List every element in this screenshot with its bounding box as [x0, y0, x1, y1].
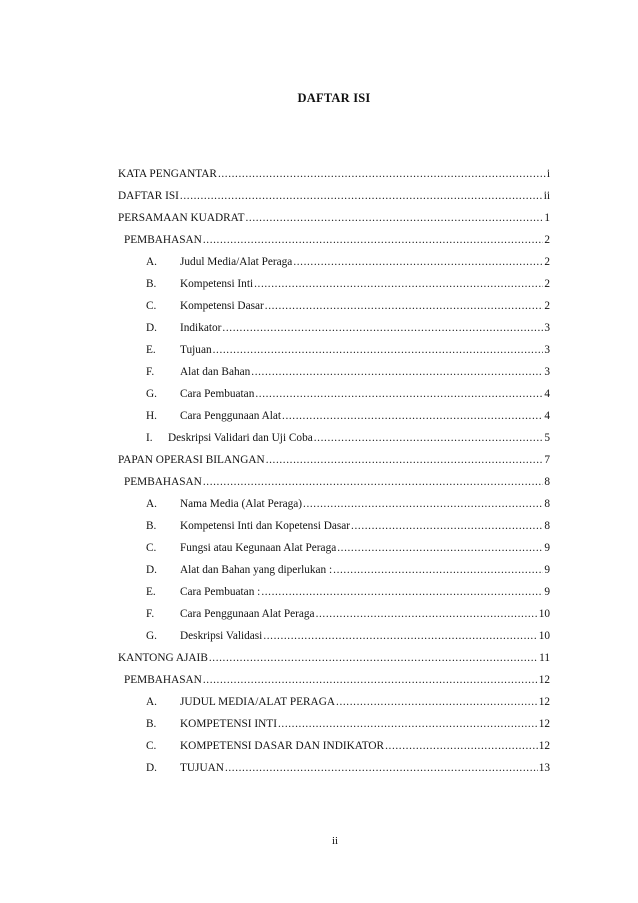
toc-entry-number: G.: [146, 630, 157, 642]
toc-entry-label: Judul Media/Alat Peraga: [180, 256, 293, 268]
toc-entry[interactable]: [118, 357, 550, 379]
toc-entry[interactable]: [118, 269, 550, 291]
toc-entry-label: Kompetensi Inti: [180, 278, 254, 290]
toc-entry-number: F.: [146, 608, 155, 620]
toc-entry[interactable]: [118, 247, 550, 269]
toc-entry-number: F.: [146, 366, 155, 378]
toc-entry[interactable]: [118, 445, 550, 467]
dot-leader: [266, 453, 544, 467]
toc-entry-label: PEMBAHASAN: [124, 674, 202, 686]
page-number: ii: [331, 835, 339, 847]
toc-entry[interactable]: [118, 225, 550, 247]
toc-entry-label: KATA PENGANTAR: [118, 168, 217, 180]
toc-entry-label: KANTONG AJAIB: [118, 652, 208, 664]
dot-leader: [303, 497, 543, 511]
table-of-contents: [118, 159, 550, 775]
dot-leader: [385, 739, 538, 753]
toc-entry-page: i: [546, 168, 550, 180]
toc-entry-label: Kompetensi Inti dan Kopetensi Dasar: [180, 520, 351, 532]
toc-entry-page: 8: [544, 498, 550, 510]
toc-entry-label: Tujuan: [180, 344, 212, 356]
toc-entry-page: 12: [538, 718, 550, 730]
toc-entry-label: Deskripsi Validasi: [180, 630, 263, 642]
dot-leader: [225, 761, 538, 775]
toc-entry-label: PEMBAHASAN: [124, 234, 202, 246]
dot-leader: [278, 717, 538, 731]
toc-entry[interactable]: [118, 423, 550, 445]
toc-entry-page: 12: [538, 674, 550, 686]
toc-entry-label: Indikator: [180, 322, 222, 334]
toc-entry-number: D.: [146, 564, 157, 576]
dot-leader: [180, 189, 543, 203]
dot-leader: [203, 673, 538, 687]
toc-entry-page: 8: [544, 520, 550, 532]
toc-entry-page: 11: [539, 652, 550, 664]
dot-leader: [245, 211, 543, 225]
page-title: DAFTAR ISI: [297, 91, 371, 105]
toc-entry-number: A.: [146, 256, 157, 268]
toc-entry[interactable]: [118, 489, 550, 511]
toc-entry-label: PEMBAHASAN: [124, 476, 202, 488]
toc-entry-label: Fungsi atau Kegunaan Alat Peraga: [180, 542, 337, 554]
toc-entry-page: 2: [544, 300, 550, 312]
toc-entry-number: C.: [146, 300, 157, 312]
toc-entry-page: 3: [544, 344, 550, 356]
dot-leader: [251, 365, 543, 379]
toc-entry-label: Cara Penggunaan Alat: [180, 410, 282, 422]
dot-leader: [293, 255, 543, 269]
toc-entry-page: 13: [538, 762, 550, 774]
toc-entry[interactable]: [118, 313, 550, 335]
toc-entry-page: 2: [544, 278, 550, 290]
dot-leader: [255, 387, 543, 401]
toc-entry[interactable]: [118, 467, 550, 489]
toc-entry[interactable]: [118, 511, 550, 533]
toc-entry-page: ii: [543, 190, 550, 202]
toc-entry-label: JUDUL MEDIA/ALAT PERAGA: [180, 696, 336, 708]
dot-leader: [282, 409, 543, 423]
toc-entry-number: B.: [146, 278, 157, 290]
toc-entry-label: Nama Media (Alat Peraga): [180, 498, 303, 510]
toc-entry-label: Alat dan Bahan yang diperlukan :: [180, 564, 333, 576]
toc-entry-page: 4: [544, 410, 550, 422]
toc-entry-label: KOMPETENSI DASAR DAN INDIKATOR: [180, 740, 385, 752]
toc-entry-page: 1: [544, 212, 550, 224]
toc-entry-number: H.: [146, 410, 157, 422]
toc-entry-number: C.: [146, 542, 157, 554]
toc-entry-number: G.: [146, 388, 157, 400]
toc-entry[interactable]: [118, 533, 550, 555]
toc-entry-page: 9: [544, 564, 550, 576]
toc-entry[interactable]: [118, 577, 550, 599]
dot-leader: [213, 343, 544, 357]
toc-entry[interactable]: [118, 753, 550, 775]
dot-leader: [263, 629, 537, 643]
toc-entry[interactable]: [118, 335, 550, 357]
dot-leader: [254, 277, 543, 291]
toc-entry-label: KOMPETENSI INTI: [180, 718, 277, 730]
toc-entry-number: D.: [146, 762, 157, 774]
dot-leader: [314, 431, 544, 445]
toc-entry[interactable]: [118, 401, 550, 423]
toc-entry-number: E.: [146, 344, 156, 356]
toc-entry[interactable]: [118, 731, 550, 753]
toc-entry-page: 12: [538, 740, 550, 752]
toc-entry-label: Kompetensi Dasar: [180, 300, 264, 312]
toc-entry-label: DAFTAR ISI: [118, 190, 179, 202]
toc-entry-page: 9: [544, 542, 550, 554]
toc-entry-page: 3: [544, 366, 550, 378]
toc-entry[interactable]: [118, 643, 550, 665]
toc-entry-page: 2: [544, 256, 550, 268]
dot-leader: [222, 321, 543, 335]
toc-entry-number: A.: [146, 696, 157, 708]
toc-entry-number: C.: [146, 740, 157, 752]
toc-entry-label: Cara Penggunaan Alat Peraga: [180, 608, 315, 620]
toc-entry[interactable]: [118, 621, 550, 643]
toc-entry-page: 10: [538, 630, 550, 642]
dot-leader: [333, 563, 543, 577]
toc-entry-number: B.: [146, 520, 157, 532]
dot-leader: [316, 607, 538, 621]
toc-entry-label: PAPAN OPERASI BILANGAN: [118, 454, 265, 466]
dot-leader: [337, 541, 543, 555]
toc-entry-page: 3: [544, 322, 550, 334]
toc-entry[interactable]: [118, 159, 550, 181]
dot-leader: [351, 519, 543, 533]
toc-entry-number: D.: [146, 322, 157, 334]
toc-entry-number: I.: [146, 432, 153, 444]
toc-entry-number: A.: [146, 498, 157, 510]
toc-entry-label: Alat dan Bahan: [180, 366, 251, 378]
toc-entry-label: PERSAMAAN KUADRAT: [118, 212, 245, 224]
toc-entry-label: Deskripsi Validari dan Uji Coba: [168, 432, 313, 444]
toc-entry[interactable]: [118, 291, 550, 313]
toc-entry-label: Cara Pembuatan :: [180, 586, 261, 598]
dot-leader: [209, 651, 538, 665]
toc-entry-page: 8: [544, 476, 550, 488]
toc-entry[interactable]: [118, 665, 550, 687]
toc-entry[interactable]: [118, 555, 550, 577]
toc-entry[interactable]: [118, 599, 550, 621]
dot-leader: [261, 585, 543, 599]
dot-leader: [265, 299, 544, 313]
dot-leader: [203, 475, 544, 489]
toc-entry[interactable]: [118, 203, 550, 225]
toc-entry-number: E.: [146, 586, 156, 598]
toc-entry-page: 4: [544, 388, 550, 400]
dot-leader: [336, 695, 538, 709]
dot-leader: [203, 233, 544, 247]
toc-entry-page: 12: [538, 696, 550, 708]
toc-entry-page: 2: [544, 234, 550, 246]
toc-entry-page: 5: [544, 432, 550, 444]
toc-entry[interactable]: [118, 709, 550, 731]
toc-entry-number: B.: [146, 718, 157, 730]
toc-entry-page: 7: [544, 454, 550, 466]
toc-entry[interactable]: [118, 181, 550, 203]
toc-entry[interactable]: [118, 379, 550, 401]
dot-leader: [218, 167, 546, 181]
toc-entry[interactable]: [118, 687, 550, 709]
toc-entry-label: Cara Pembuatan: [180, 388, 255, 400]
toc-entry-page: 10: [538, 608, 550, 620]
toc-entry-label: TUJUAN: [180, 762, 224, 774]
toc-entry-page: 9: [544, 586, 550, 598]
